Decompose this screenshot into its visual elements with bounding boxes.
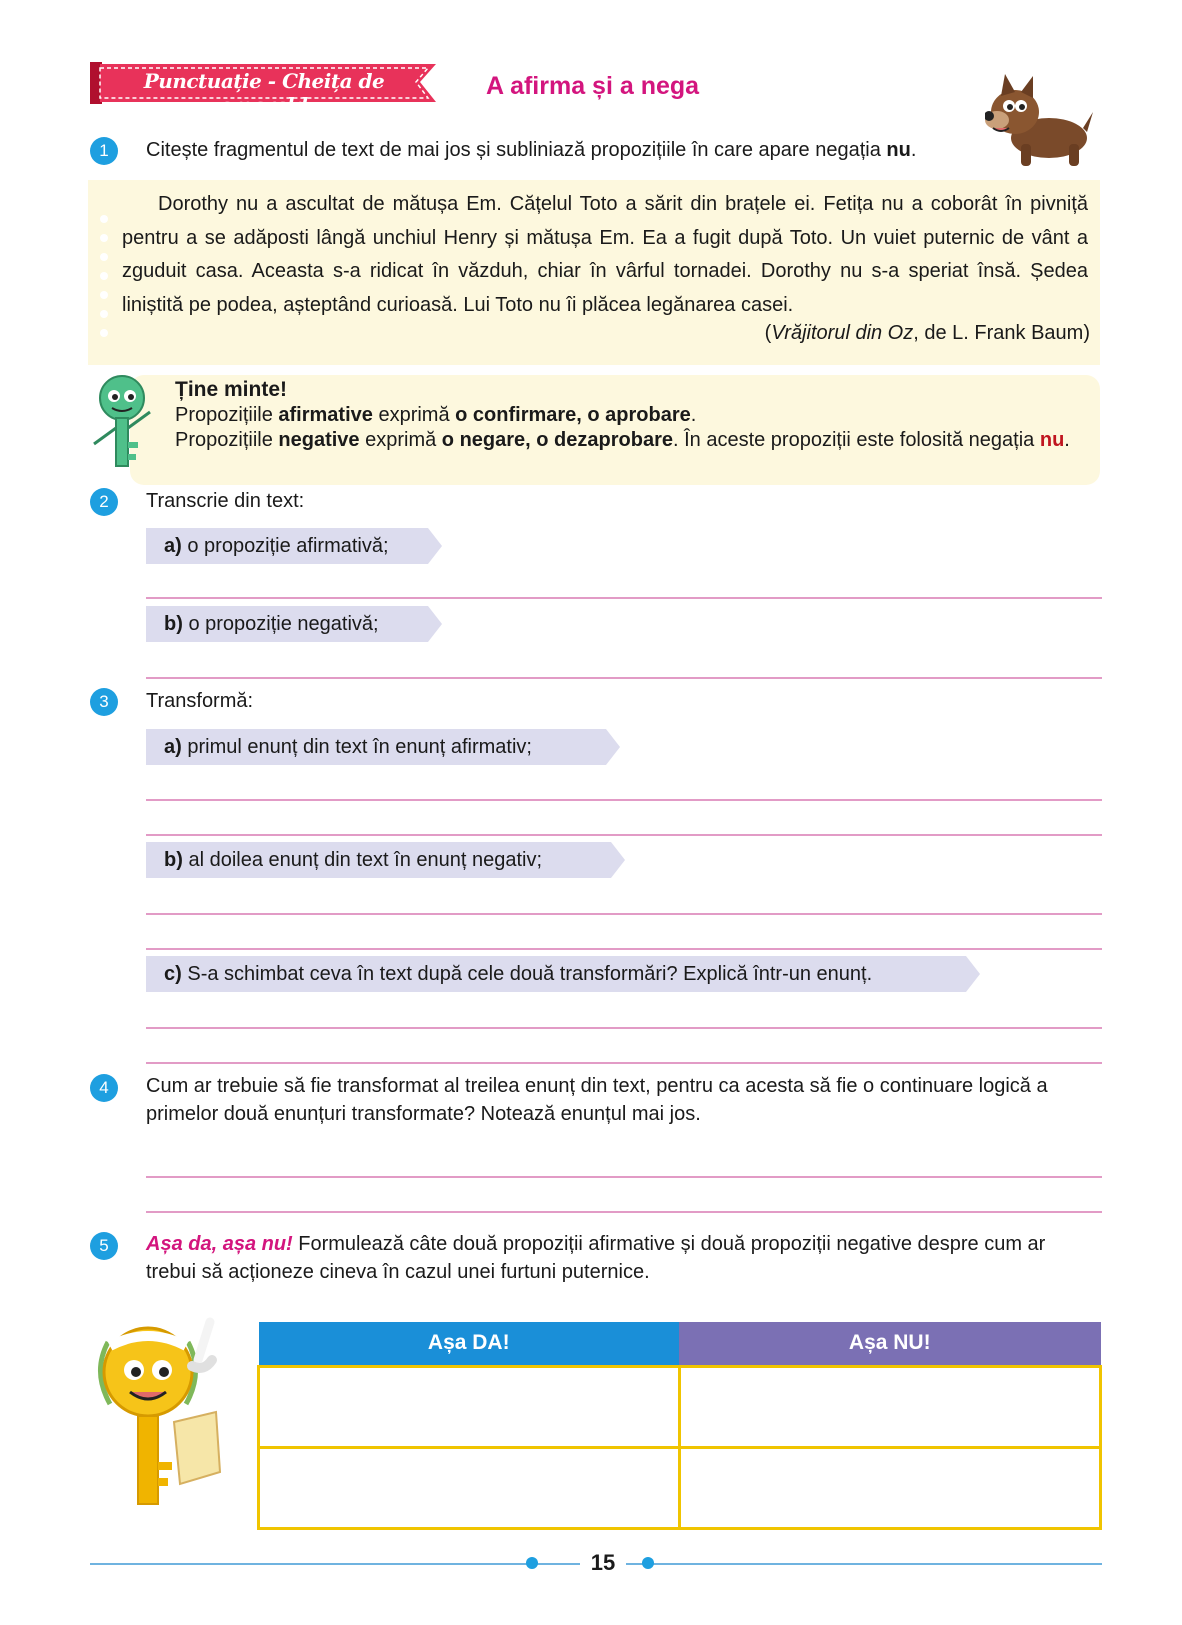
remember-line-negative: Propozițiile negative exprimă o negare, o dezaprobare. În aceste propoziții este folosită negația nu. xyxy=(175,429,1070,451)
chapter-ribbon xyxy=(90,58,436,117)
exercise-2-instruction: Transcrie din text: xyxy=(146,490,305,512)
remember-box xyxy=(130,375,1100,485)
exercise-4-instruction: Cum ar trebuie să fie transformat al treilea enunț din text, pentru ca acesta să fie o continuare logică a primelor două enunțuri transformate? Notează enunțul mai jos. xyxy=(146,1075,1048,1125)
exercise-number: 3 xyxy=(90,688,118,716)
writing-line[interactable] xyxy=(146,1027,1102,1029)
answer-cell-nu-1[interactable] xyxy=(679,1366,1101,1447)
text-fragment: Dorothy nu a ascultat de mătușa Em. Cățelul Toto a sărit din brațele ei. Fetița nu a coborât în pivniță pentru a se adăposti lângă unchiul Henry și mătușa Em. Ea a fugit după Toto. Un vuiet puternic de vânt a zguduit casa. Aceasta s-a ridicat în văzduh, chiar în vârful tornadei. Dorothy nu s-a speriat însă. Ședea liniștită pe podea, așteptând curioasă. Lui Toto nu îi plăcea legănarea casei. xyxy=(122,193,1088,316)
column-header-nu: Așa NU! xyxy=(679,1322,1101,1366)
green-key-mascot-illustration xyxy=(86,372,166,477)
text-source: (Vrăjitorul din Oz, de L. Frank Baum) xyxy=(764,322,1090,344)
writing-line[interactable] xyxy=(146,913,1102,915)
yellow-key-mascot-illustration xyxy=(88,1312,238,1517)
footer-dot xyxy=(526,1557,538,1569)
answer-cell-da-2[interactable] xyxy=(259,1447,680,1528)
asa-da-asa-nu-table xyxy=(257,1322,1102,1530)
task-label-3b: b) al doilea enunț din text în enunț negativ; xyxy=(146,842,611,878)
writing-line[interactable] xyxy=(146,1176,1102,1178)
writing-line[interactable] xyxy=(146,799,1102,801)
exercise-number: 1 xyxy=(90,137,118,165)
exercise-1-instruction: Citește fragmentul de text de mai jos și subliniază propozițiile în care apare negația nu. xyxy=(146,139,917,161)
writing-line[interactable] xyxy=(146,834,1102,836)
exercise-3-instruction: Transformă: xyxy=(146,690,254,712)
writing-line[interactable] xyxy=(146,597,1102,599)
decorative-dots xyxy=(100,215,108,348)
remember-line-affirmative: Propozițiile afirmative exprimă o confirmare, o aprobare. xyxy=(175,403,697,426)
task-label-3c: c) S-a schimbat ceva în text după cele două transformări? Explică într-un enunț. xyxy=(146,956,966,992)
exercise-5-instruction: Așa da, așa nu! Formulează câte două propoziții afirmative și două propoziții negative despre cum ar trebui să acționeze cineva în cazul unei furtuni puternice. xyxy=(146,1233,1046,1283)
answer-cell-nu-2[interactable] xyxy=(679,1447,1101,1528)
exercise-number: 4 xyxy=(90,1074,118,1102)
writing-line[interactable] xyxy=(146,1062,1102,1064)
writing-line[interactable] xyxy=(146,1211,1102,1213)
column-header-da: Așa DA! xyxy=(259,1322,680,1366)
chapter-name: Punctuație - Cheița de smarald xyxy=(143,69,385,117)
text-fragment-box xyxy=(88,180,1100,365)
footer-dot xyxy=(642,1557,654,1569)
page-number: 15 xyxy=(580,1550,626,1576)
writing-line[interactable] xyxy=(146,677,1102,679)
lesson-title: A afirma și a nega xyxy=(486,72,700,100)
task-label-2b: b) o propoziție negativă; xyxy=(146,606,428,642)
exercise-number: 2 xyxy=(90,488,118,516)
remember-title: Ține minte! xyxy=(175,378,288,401)
answer-cell-da-1[interactable] xyxy=(259,1366,680,1447)
task-label-2a: a) o propoziție afirmativă; xyxy=(146,528,428,564)
exercise-number: 5 xyxy=(90,1232,118,1260)
task-label-3a: a) primul enunț din text în enunț afirmativ; xyxy=(146,729,606,765)
writing-line[interactable] xyxy=(146,948,1102,950)
